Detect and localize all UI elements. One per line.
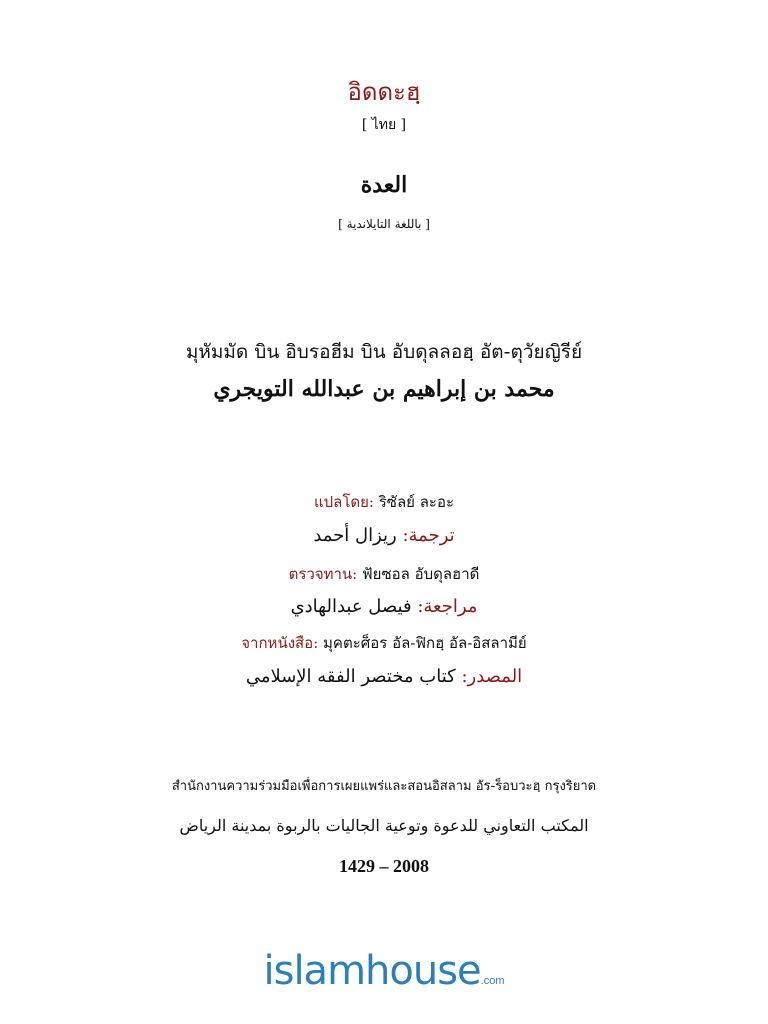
credit-value: فيصل عبدالهادي: [290, 596, 412, 617]
logo-domain: .com: [480, 975, 505, 987]
credit-label: ตรวจทาน:: [288, 565, 358, 583]
publication-year: 1429 – 2008: [339, 856, 429, 876]
language-arabic: [ باللغة التايلاندية ]: [338, 217, 430, 231]
credit-value: มุคตะศ็อร อัล-ฟิกฮฺ อัล-อิสลามีย์: [323, 634, 527, 652]
language-thai: [ ไทย ]: [361, 117, 407, 133]
credit-translator-thai: [0, 490, 768, 514]
credit-value: ฟัยซอล อับดุลฮาดี: [362, 565, 480, 583]
credit-label: المصدر:: [461, 666, 523, 687]
credit-label: จากหนังสือ:: [241, 634, 319, 652]
logo-name: islamhouse: [263, 948, 481, 994]
office-arabic: المكتب التعاوني للدعوة وتوعية الجاليات بالربوة بمدينة الرياض: [179, 816, 589, 835]
credit-reviewer-arabic: [0, 596, 768, 617]
credit-source-arabic: [0, 666, 768, 687]
credit-source-thai: [0, 631, 768, 655]
title-thai: อิดดะฮฺ: [347, 78, 421, 106]
credit-translator-arabic: [0, 525, 768, 546]
credit-value: كتاب مختصر الفقه الإسلامي: [245, 666, 456, 687]
islamhouse-logo[interactable]: [0, 948, 768, 994]
credit-value: ริซัลย์ ละอะ: [378, 493, 455, 511]
credit-label: مراجعة:: [417, 596, 478, 617]
credit-value: ريزال أحمد: [313, 525, 397, 546]
office-thai: สำนักงานความร่วมมือเพื่อการเผยแพร่และสอนอิสลาม อัร-ร็อบวะฮฺ กรุงริยาด: [171, 779, 597, 794]
credit-label: ترجمة:: [402, 525, 455, 546]
author-thai: มุหัมมัด บิน อิบรอฮีม บิน อับดุลลอฮฺ อัต-ตุวัยญิรีย์: [185, 341, 583, 363]
author-arabic: محمد بن إبراهيم بن عبدالله التويجري: [213, 376, 555, 402]
credit-label: แปลโดย:: [313, 493, 374, 511]
title-arabic: العدة: [360, 172, 408, 198]
credit-reviewer-thai: [0, 562, 768, 586]
